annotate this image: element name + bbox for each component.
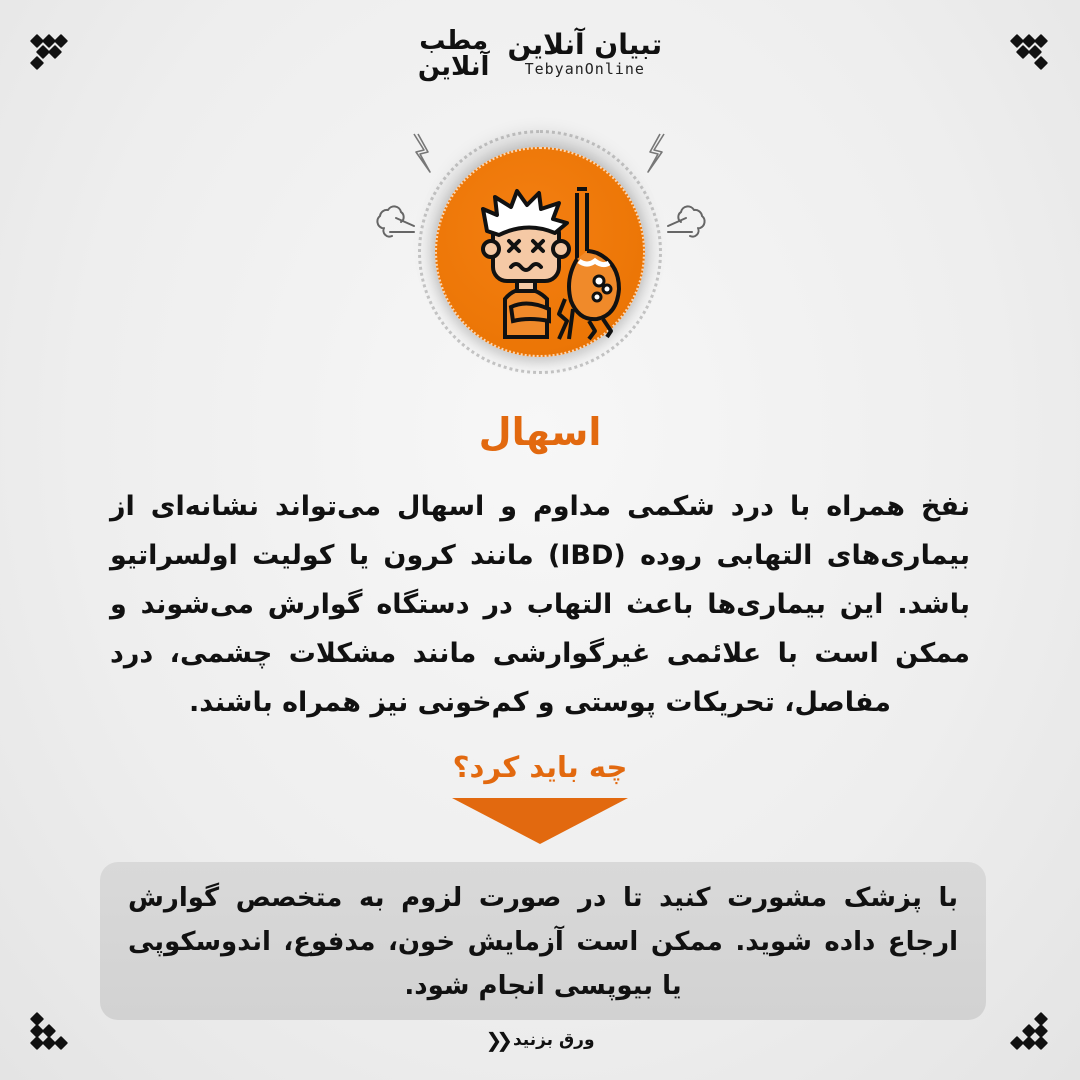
lightning-icon [642,132,672,174]
section-heading: چه باید کرد؟ [452,750,628,784]
advice-box: با پزشک مشورت کنید تا در صورت لزوم به متخصص گوارش ارجاع داده شوید. ممکن است آزمایش خون، مدفوع، اندوسکوپی یا بیوپسی انجام شود. [100,862,986,1020]
tebyan-online-logo: تبیان آنلاین TebyanOnline [507,28,663,78]
matab-online-logo: مطب آنلاین [417,26,490,82]
swipe-next-hint[interactable] [0,1028,1080,1052]
arrow-down-icon [452,798,628,844]
swipe-next-label: ورق بزنید [512,1030,595,1050]
double-chevron-icon: ❮❮ [485,1028,507,1052]
page-title: اسهال [478,410,602,454]
hero-illustration [390,122,690,422]
gas-cloud-icon [664,202,708,242]
gas-cloud-icon [374,202,418,242]
description-paragraph: نفخ همراه با درد شکمی مداوم و اسهال می‌تواند نشانه‌ای از بیماری‌های التهابی روده (IBD) مانند کرون یا کولیت اولسراتیو باشد. این بیماری‌ها باعث التهاب در دستگاه گوارش می‌شوند و ممکن است با علائمی غیرگوارشی مانند مشکلات چشمی، درد مفاصل، تحریکات پوستی و کم‌خونی نیز همراه باشند. [110,491,970,718]
brand-header [0,28,1080,80]
stomach-pain-person-icon [435,147,645,357]
lightning-icon [406,132,436,174]
